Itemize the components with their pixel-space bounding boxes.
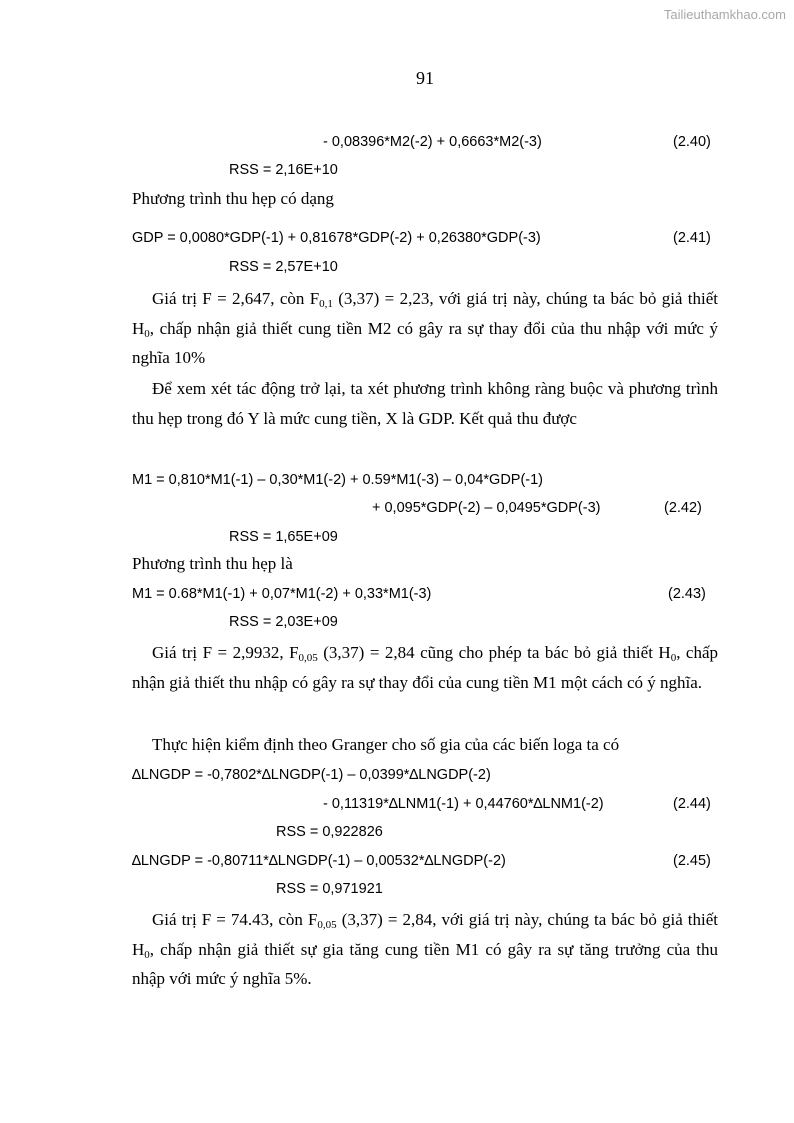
equation-2-40-line: - 0,08396*M2(-2) + 0,6663*M2(-3) xyxy=(323,134,542,150)
equation-2-44-line1: ∆LNGDP = -0,7802*∆LNGDP(-1) – 0,0399*∆LNGDP(-2) xyxy=(132,767,491,783)
equation-2-43-line: M1 = 0.68*M1(-1) + 0,07*M1(-2) + 0,33*M1(-3) xyxy=(132,586,432,602)
equation-2-41-line: GDP = 0,0080*GDP(-1) + 0,81678*GDP(-2) + 0,26380*GDP(-3) xyxy=(132,230,541,246)
equation-2-43-label: (2.43) xyxy=(668,586,706,602)
equation-2-44-line2: - 0,11319*∆LNM1(-1) + 0,44760*∆LNM1(-2) xyxy=(323,796,604,812)
equation-2-44-label: (2.44) xyxy=(673,796,711,812)
equation-2-40-label: (2.40) xyxy=(673,134,711,150)
text-line: Phương trình thu hẹp có dạng xyxy=(132,189,334,208)
equation-2-42-line2: + 0,095*GDP(-2) – 0,0495*GDP(-3) xyxy=(372,500,601,516)
rss-value: RSS = 1,65E+09 xyxy=(229,529,338,545)
text-line: Phương trình thu hẹp là xyxy=(132,554,293,573)
rss-value: RSS = 2,16E+10 xyxy=(229,162,338,178)
watermark: Tailieuthamkhao.com xyxy=(663,7,786,22)
equation-2-41-label: (2.41) xyxy=(673,230,711,246)
rss-value: RSS = 0,922826 xyxy=(276,824,383,840)
rss-value: RSS = 2,03E+09 xyxy=(229,614,338,630)
paragraph-granger-intro: Thực hiện kiểm định theo Granger cho số gia của các biến loga ta có xyxy=(152,735,620,754)
equation-2-42-line1: M1 = 0,810*M1(-1) – 0,30*M1(-2) + 0.59*M1(-3) – 0,04*GDP(-1) xyxy=(132,472,544,488)
paragraph-f-test-growth: Giá trị F = 74.43, còn $F_{0,05}$ (3,37) = 2,84, với giá trị này, chúng ta bác bỏ giả thiết $H_0$, chấp nhận giả thiết sự gia tăng cung tiền M1 có gây ra sự tăng trưởng của thu nhập với mức ý nghĩa 5%. xyxy=(132,910,718,988)
rss-value: RSS = 2,57E+10 xyxy=(229,259,338,275)
equation-2-42-label: (2.42) xyxy=(664,500,702,516)
paragraph-f-test-m1: Giá trị F = 2,9932, $F_{0,05}$ (3,37) = 2,84 cũng cho phép ta bác bỏ giả thiết $H_0$, chấp nhận giả thiết thu nhập có gây ra sự thay đổi của cung tiền M1 một cách có ý nghĩa. xyxy=(132,643,719,692)
paragraph-f-test-m2: Giá trị F = 2,647, còn $F_{0,1}$ (3,37) = 2,23, với giá trị này, chúng ta bác bỏ giả thiết $H_0$, chấp nhận giả thiết cung tiền M2 có gây ra sự thay đổi của thu nhập với mức ý nghĩa 10% xyxy=(132,289,719,367)
page-number: 91 xyxy=(416,68,434,88)
equation-2-45-label: (2.45) xyxy=(673,853,711,869)
rss-value: RSS = 0,971921 xyxy=(276,881,383,897)
paragraph-reverse-effect: Để xem xét tác động trở lại, ta xét phương trình không ràng buộc và phương trình thu hẹp trong đó Y là mức cung tiền, X là GDP. Kết quả thu được xyxy=(132,379,718,428)
equation-2-45-line: ∆LNGDP = -0,80711*∆LNGDP(-1) – 0,00532*∆LNGDP(-2) xyxy=(132,853,506,869)
